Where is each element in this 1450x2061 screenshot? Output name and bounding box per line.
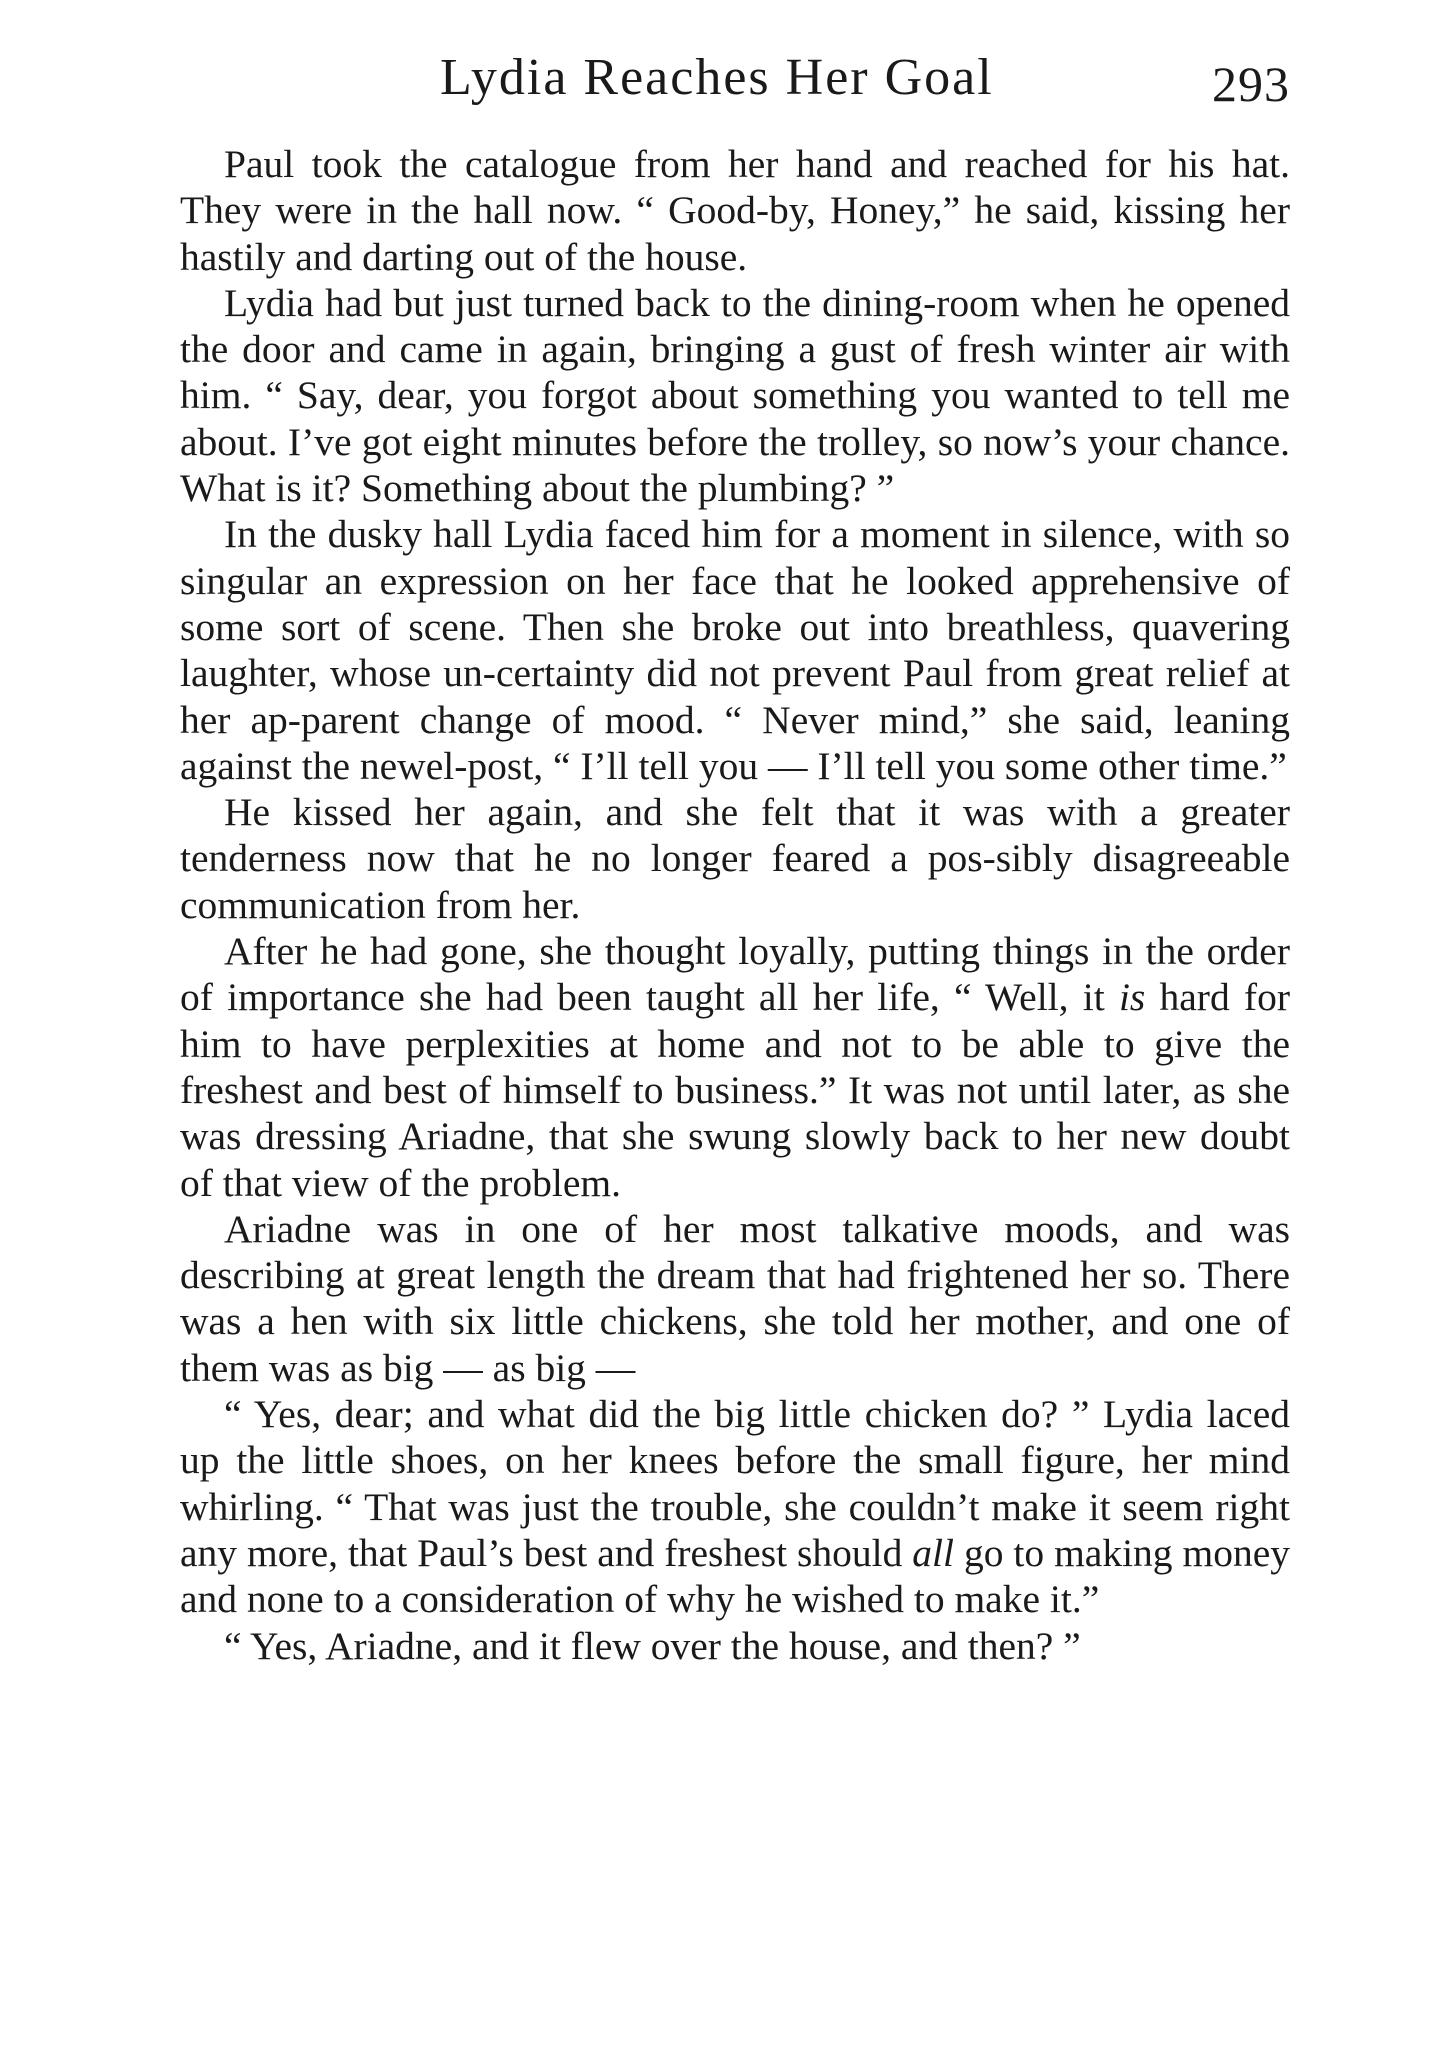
paragraph-text: “ Yes, dear; and what did the big little chicken do? ” Lydia laced up the little shoes, on her knees before the small figure, her mind whirling. “ That was just the trouble, she couldn’t make it seem right any more, that Paul’s best and freshest should [180,1392,1290,1575]
paragraph: Ariadne was in one of her most talkative moods, and was describing at great length the dream that had frightened her so. There was a hen with six little chickens, she told her mother, and one of them was as big — as big — [180,1206,1290,1390]
paragraph [180,928,1290,1206]
paragraph: Lydia had but just turned back to the dining-room when he opened the door and came in again, bringing a gust of fresh winter air with him. “ Say, dear, you forgot about something you wanted to tell me about. I’ve got eight minutes before the trolley, so now’s your chance. What is it? Something about the plumbing? ” [180,280,1290,511]
page-number: 293 [1212,56,1290,112]
paragraph: “ Yes, Ariadne, and it flew over the house, and then? ” [224,1623,1081,1668]
paragraph: He kissed her again, and she felt that it was with a greater tenderness now that he no longer feared a pos-sibly disagreeable communication from her. [180,790,1290,927]
running-head [180,38,1290,118]
body-text [180,141,1290,1669]
paragraph-text: After he had gone, she thought loyally, putting things in the order of importance she had been taught all her life, “ Well, it [180,929,1290,1020]
paragraph: Paul took the catalogue from her hand and reached for his hat. They were in the hall now. “ Good-by, Honey,” he said, kissing her hastily and darting out of the house. [180,142,1290,279]
running-title: Lydia Reaches Her Goal [440,49,994,106]
paragraph-text: hard for him to have perplexities at home and not to be able to give the freshest and best of himself to business.” It was not until later, as she was dressing Ariadne, that she swung slowly back to her new doubt of that view of the problem. [180,975,1290,1205]
paragraph-text: go to making money and none to a consideration of why he wished to make it.” [180,1530,1290,1622]
paragraph [180,1391,1290,1622]
emphasis-text: all [912,1530,954,1575]
paragraph: In the dusky hall Lydia faced him for a moment in silence, with so singular an expression on her face that he looked apprehensive of some sort of scene. Then she broke out into breathless, quavering laughter, whose un-certainty did not prevent Paul from great relief at her ap-parent change of mood. “ Never mind,” she said, leaning against the newel-post, “ I’ll tell you — I’ll tell you some other time.” [180,512,1290,788]
emphasis-text: is [1118,975,1146,1020]
